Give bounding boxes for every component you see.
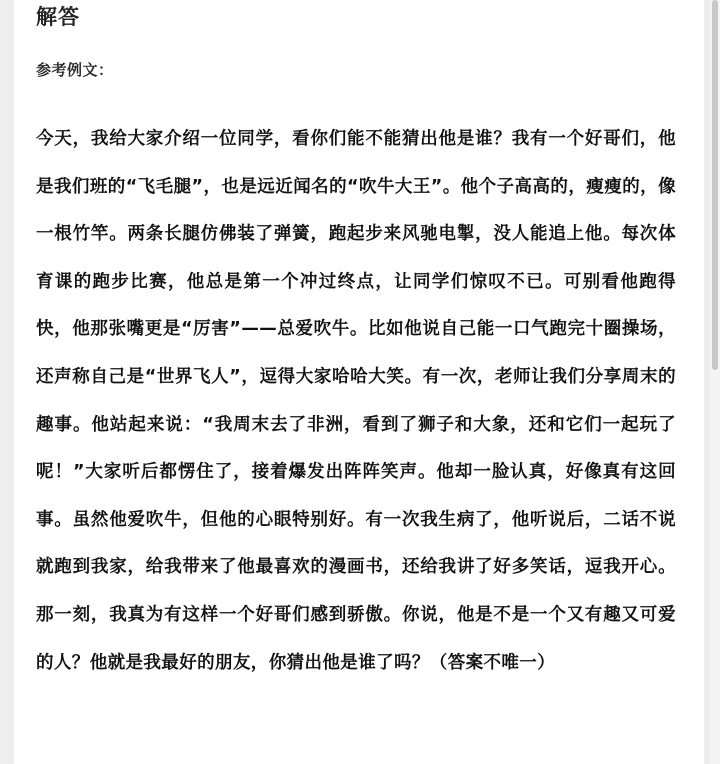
answer-heading: 解答 — [36, 5, 80, 29]
scrollbar-thumb[interactable] — [712, 0, 718, 370]
reference-essay-text: 今天，我给大家介绍一位同学，看你们能不能猜出他是谁？我有一个好哥们，他是我们班的“飞毛腿”，也是远近闻名的“吹牛大王”。他个子高高的，瘦瘦的，像一根竹竿。两条长腿仿佛装了弹簧，跑起步来风驰电掣，没人能追上他。每次体育课的跑步比赛，他总是第一个冲过终点，让同学们惊叹不已。可别看他跑得快，他那张嘴更是“厉害”——总爱吹牛。比如他说自己能一口气跑完十圈操场，还声称自己是“世界飞人”，逗得大家哈哈大笑。有一次，老师让我们分享周末的趣事。他站起来说：“我周末去了非洲，看到了狮子和大象，还和它们一起玩了呢！”大家听后都愣住了，接着爆发出阵阵笑声。他却一脸认真，好像真有这回事。虽然他爱吹牛，但他的心眼特别好。有一次我生病了，他听说后，二话不说就跑到我家，给我带来了他最喜欢的漫画书，还给我讲了好多笑话，逗我开心。那一刻，我真为有这样一个好哥们感到骄傲。你说，他是不是一个又有趣又可爱的人？他就是我最好的朋友，你猜出他是谁了吗？（答案不唯一） — [36, 129, 676, 673]
reference-essay-label: 参考例文： — [36, 61, 114, 79]
scrollbar-track[interactable] — [710, 0, 720, 764]
document-page — [14, 0, 704, 764]
